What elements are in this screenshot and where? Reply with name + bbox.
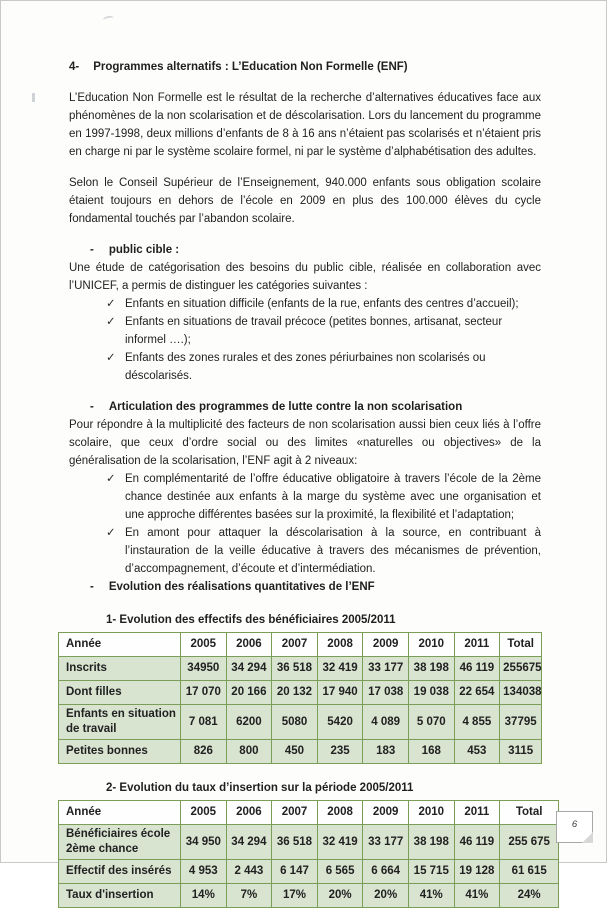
page-fold-shadow [582, 832, 593, 843]
data-cell: 20 132 [272, 681, 318, 705]
public-cible-bullet-list [69, 295, 541, 385]
data-cell: 33 177 [363, 825, 409, 860]
data-cell: 34 294 [226, 825, 272, 860]
subheading-public-cible [69, 241, 541, 259]
data-cell: 41% [408, 884, 454, 908]
data-cell: 4 855 [454, 705, 500, 740]
page-number-tab [556, 811, 593, 843]
data-cell: 19 128 [454, 860, 500, 884]
scan-artifact [32, 93, 35, 102]
data-cell: 6200 [226, 705, 272, 740]
data-cell: 20% [317, 884, 363, 908]
articulation-intro: Pour répondre à la multiplicité des facteurs de non scolarisation aussi bien ceux liés à l’offre scolaire, que ceux d’ordre social ou des limites «naturelles ou objectives» de la généralisation de la scolarisation, l’ENF agit à 2 niveaux: [69, 419, 541, 467]
data-cell: 17 038 [363, 681, 409, 705]
data-cell: 134038 [500, 681, 542, 705]
column-header: 2009 [363, 801, 409, 825]
row-label: Inscrits [59, 657, 181, 681]
check-item [69, 470, 541, 524]
data-cell: 183 [363, 740, 409, 764]
bullet-text: En amont pour attaquer la déscolarisation à la source, en contribuant à l’instauration de la veille éducative à travers des mécanismes de prévention, d’accompagnement, d’écoute et d’intermédiation. [125, 527, 541, 575]
data-cell: 36 518 [272, 657, 318, 681]
row-label: Taux d'insertion [59, 884, 181, 908]
data-cell: 450 [272, 740, 318, 764]
data-cell: 7% [226, 884, 272, 908]
column-header: 2006 [226, 633, 272, 657]
row-label: Effectif des insérés [59, 860, 181, 884]
section-heading [69, 58, 541, 76]
subheading-label: Evolution des réalisations quantitatives de l’ENF [108, 581, 375, 593]
data-cell: 826 [181, 740, 227, 764]
data-cell: 14% [181, 884, 227, 908]
data-cell: 32 419 [317, 657, 363, 681]
data-cell: 34 950 [181, 825, 227, 860]
column-header: 2006 [226, 801, 272, 825]
data-cell: 2 443 [226, 860, 272, 884]
dash-bullet: - [90, 581, 94, 593]
column-header-annee: Année [59, 633, 181, 657]
data-cell: 32 419 [317, 825, 363, 860]
data-cell: 38 198 [408, 825, 454, 860]
column-header: 2011 [454, 801, 500, 825]
table-row [59, 825, 559, 860]
data-cell: 36 518 [272, 825, 318, 860]
table-header-row [59, 801, 559, 825]
data-cell: 3115 [500, 740, 542, 764]
data-cell: 6 565 [317, 860, 363, 884]
data-cell: 6 664 [363, 860, 409, 884]
data-cell: 168 [408, 740, 454, 764]
data-cell: 34950 [181, 657, 227, 681]
dash-bullet: - [90, 244, 94, 256]
bullet-text: Enfants en situation difficile (enfants de la rue, enfants des centres d’accueil); [125, 298, 519, 310]
table-row [59, 884, 559, 908]
data-cell: 20% [363, 884, 409, 908]
subheading-evolution [69, 578, 541, 596]
column-header: 2008 [317, 801, 363, 825]
data-cell: 37795 [500, 705, 542, 740]
paragraph-intro-enf: L’Education Non Formelle est le résultat de la recherche d’alternatives éducatives face aux phénomènes de la non scolarisation et de déscolarisation. Lors du lancement du programme en 1997-1998, deux millions d’enfants de 8 à 16 ans n’étaient pas scolarisés et n’étaient pris en charge ni par le système scolaire formel, ni par le système d’alphabétisation des adultes. [69, 92, 541, 158]
data-cell: 20 166 [226, 681, 272, 705]
data-cell: 34 294 [226, 657, 272, 681]
section-number: 4- [69, 61, 80, 73]
subheading-label: public cible : [108, 244, 180, 256]
check-item [69, 313, 541, 349]
table1-caption: 1- Evolution des effectifs des bénéficiaires 2005/2011 [106, 614, 396, 626]
data-cell: 255675 [500, 657, 542, 681]
data-cell: 5 070 [408, 705, 454, 740]
column-header: 2009 [363, 633, 409, 657]
column-header: Total [500, 801, 559, 825]
data-cell: 4 089 [363, 705, 409, 740]
data-cell: 15 715 [408, 860, 454, 884]
data-cell: 46 119 [454, 825, 500, 860]
table-row [59, 681, 542, 705]
table-taux-insertion [58, 800, 559, 908]
column-header: 2005 [181, 633, 227, 657]
data-cell: 5420 [317, 705, 363, 740]
public-cible-intro: Une étude de catégorisation des besoins du public cible, réalisée en collaboration avec l’UNICEF, a permis de distinguer les catégories suivantes : [69, 262, 541, 292]
page-number: 6 [571, 819, 578, 830]
row-label: Dont filles [59, 681, 181, 705]
data-cell: 5080 [272, 705, 318, 740]
data-cell: 41% [454, 884, 500, 908]
data-cell: 255 675 [500, 825, 559, 860]
check-item [69, 295, 541, 313]
table-row [59, 740, 542, 764]
row-label: Enfants en situation de travail [59, 705, 181, 740]
checkmark-icon: ✓ [106, 298, 116, 310]
page-content [66, 1, 550, 908]
bullet-text: Enfants en situations de travail précoce (petites bonnes, artisanat, secteur informel ….); [125, 316, 503, 346]
column-header: 2007 [272, 801, 318, 825]
column-header: 2007 [272, 633, 318, 657]
checkmark-icon: ✓ [106, 316, 116, 328]
table-row [59, 860, 559, 884]
column-header: 2010 [408, 801, 454, 825]
data-cell: 19 038 [408, 681, 454, 705]
articulation-bullet-list [69, 470, 541, 578]
data-cell: 17 070 [181, 681, 227, 705]
data-cell: 800 [226, 740, 272, 764]
column-header: 2010 [408, 633, 454, 657]
column-header-annee: Année [59, 801, 181, 825]
dash-bullet: - [90, 401, 94, 413]
checkmark-icon: ✓ [106, 527, 116, 539]
bullet-text: En complémentarité de l’offre éducative obligatoire à travers l’école de la 2ème chance destinée aux enfants à la marge du système avec une organisation et une approche différentes basées sur la proximité, la flexibilité et l’adaptation; [125, 473, 541, 521]
paragraph-conseil-superieur: Selon le Conseil Supérieur de l’Enseignement, 940.000 enfants sous obligation scolaire étaient toujours en dehors de l’école en 2009 en plus des 100.000 élèves du cycle fondamental touchés par l’abandon scolaire. [69, 177, 541, 225]
column-header: Total [500, 633, 542, 657]
row-label: Petites bonnes [59, 740, 181, 764]
table-row [59, 657, 542, 681]
data-cell: 17% [272, 884, 318, 908]
check-item [69, 349, 541, 385]
data-cell: 7 081 [181, 705, 227, 740]
data-cell: 17 940 [317, 681, 363, 705]
row-label: Bénéficiaires école 2ème chance [59, 825, 181, 860]
checkmark-icon: ✓ [106, 352, 116, 364]
data-cell: 6 147 [272, 860, 318, 884]
data-cell: 61 615 [500, 860, 559, 884]
table-row [59, 705, 542, 740]
data-cell: 4 953 [181, 860, 227, 884]
subheading-articulation [69, 398, 541, 416]
table-effectifs-beneficiaires [58, 632, 542, 764]
data-cell: 33 177 [363, 657, 409, 681]
data-cell: 46 119 [454, 657, 500, 681]
section-title: Programmes alternatifs : L’Education Non Formelle (ENF) [93, 61, 408, 73]
data-cell: 22 654 [454, 681, 500, 705]
data-cell: 24% [500, 884, 559, 908]
data-cell: 38 198 [408, 657, 454, 681]
table-header-row [59, 633, 542, 657]
subheading-label: Articulation des programmes de lutte contre la non scolarisation [108, 401, 463, 413]
column-header: 2008 [317, 633, 363, 657]
column-header: 2005 [181, 801, 227, 825]
data-cell: 453 [454, 740, 500, 764]
data-cell: 235 [317, 740, 363, 764]
check-item [69, 524, 541, 578]
table2-caption: 2- Evolution du taux d’insertion sur la période 2005/2011 [106, 782, 414, 794]
bullet-text: Enfants des zones rurales et des zones périurbaines non scolarisés ou déscolarisés. [125, 352, 486, 382]
checkmark-icon: ✓ [106, 473, 116, 485]
column-header: 2011 [454, 633, 500, 657]
